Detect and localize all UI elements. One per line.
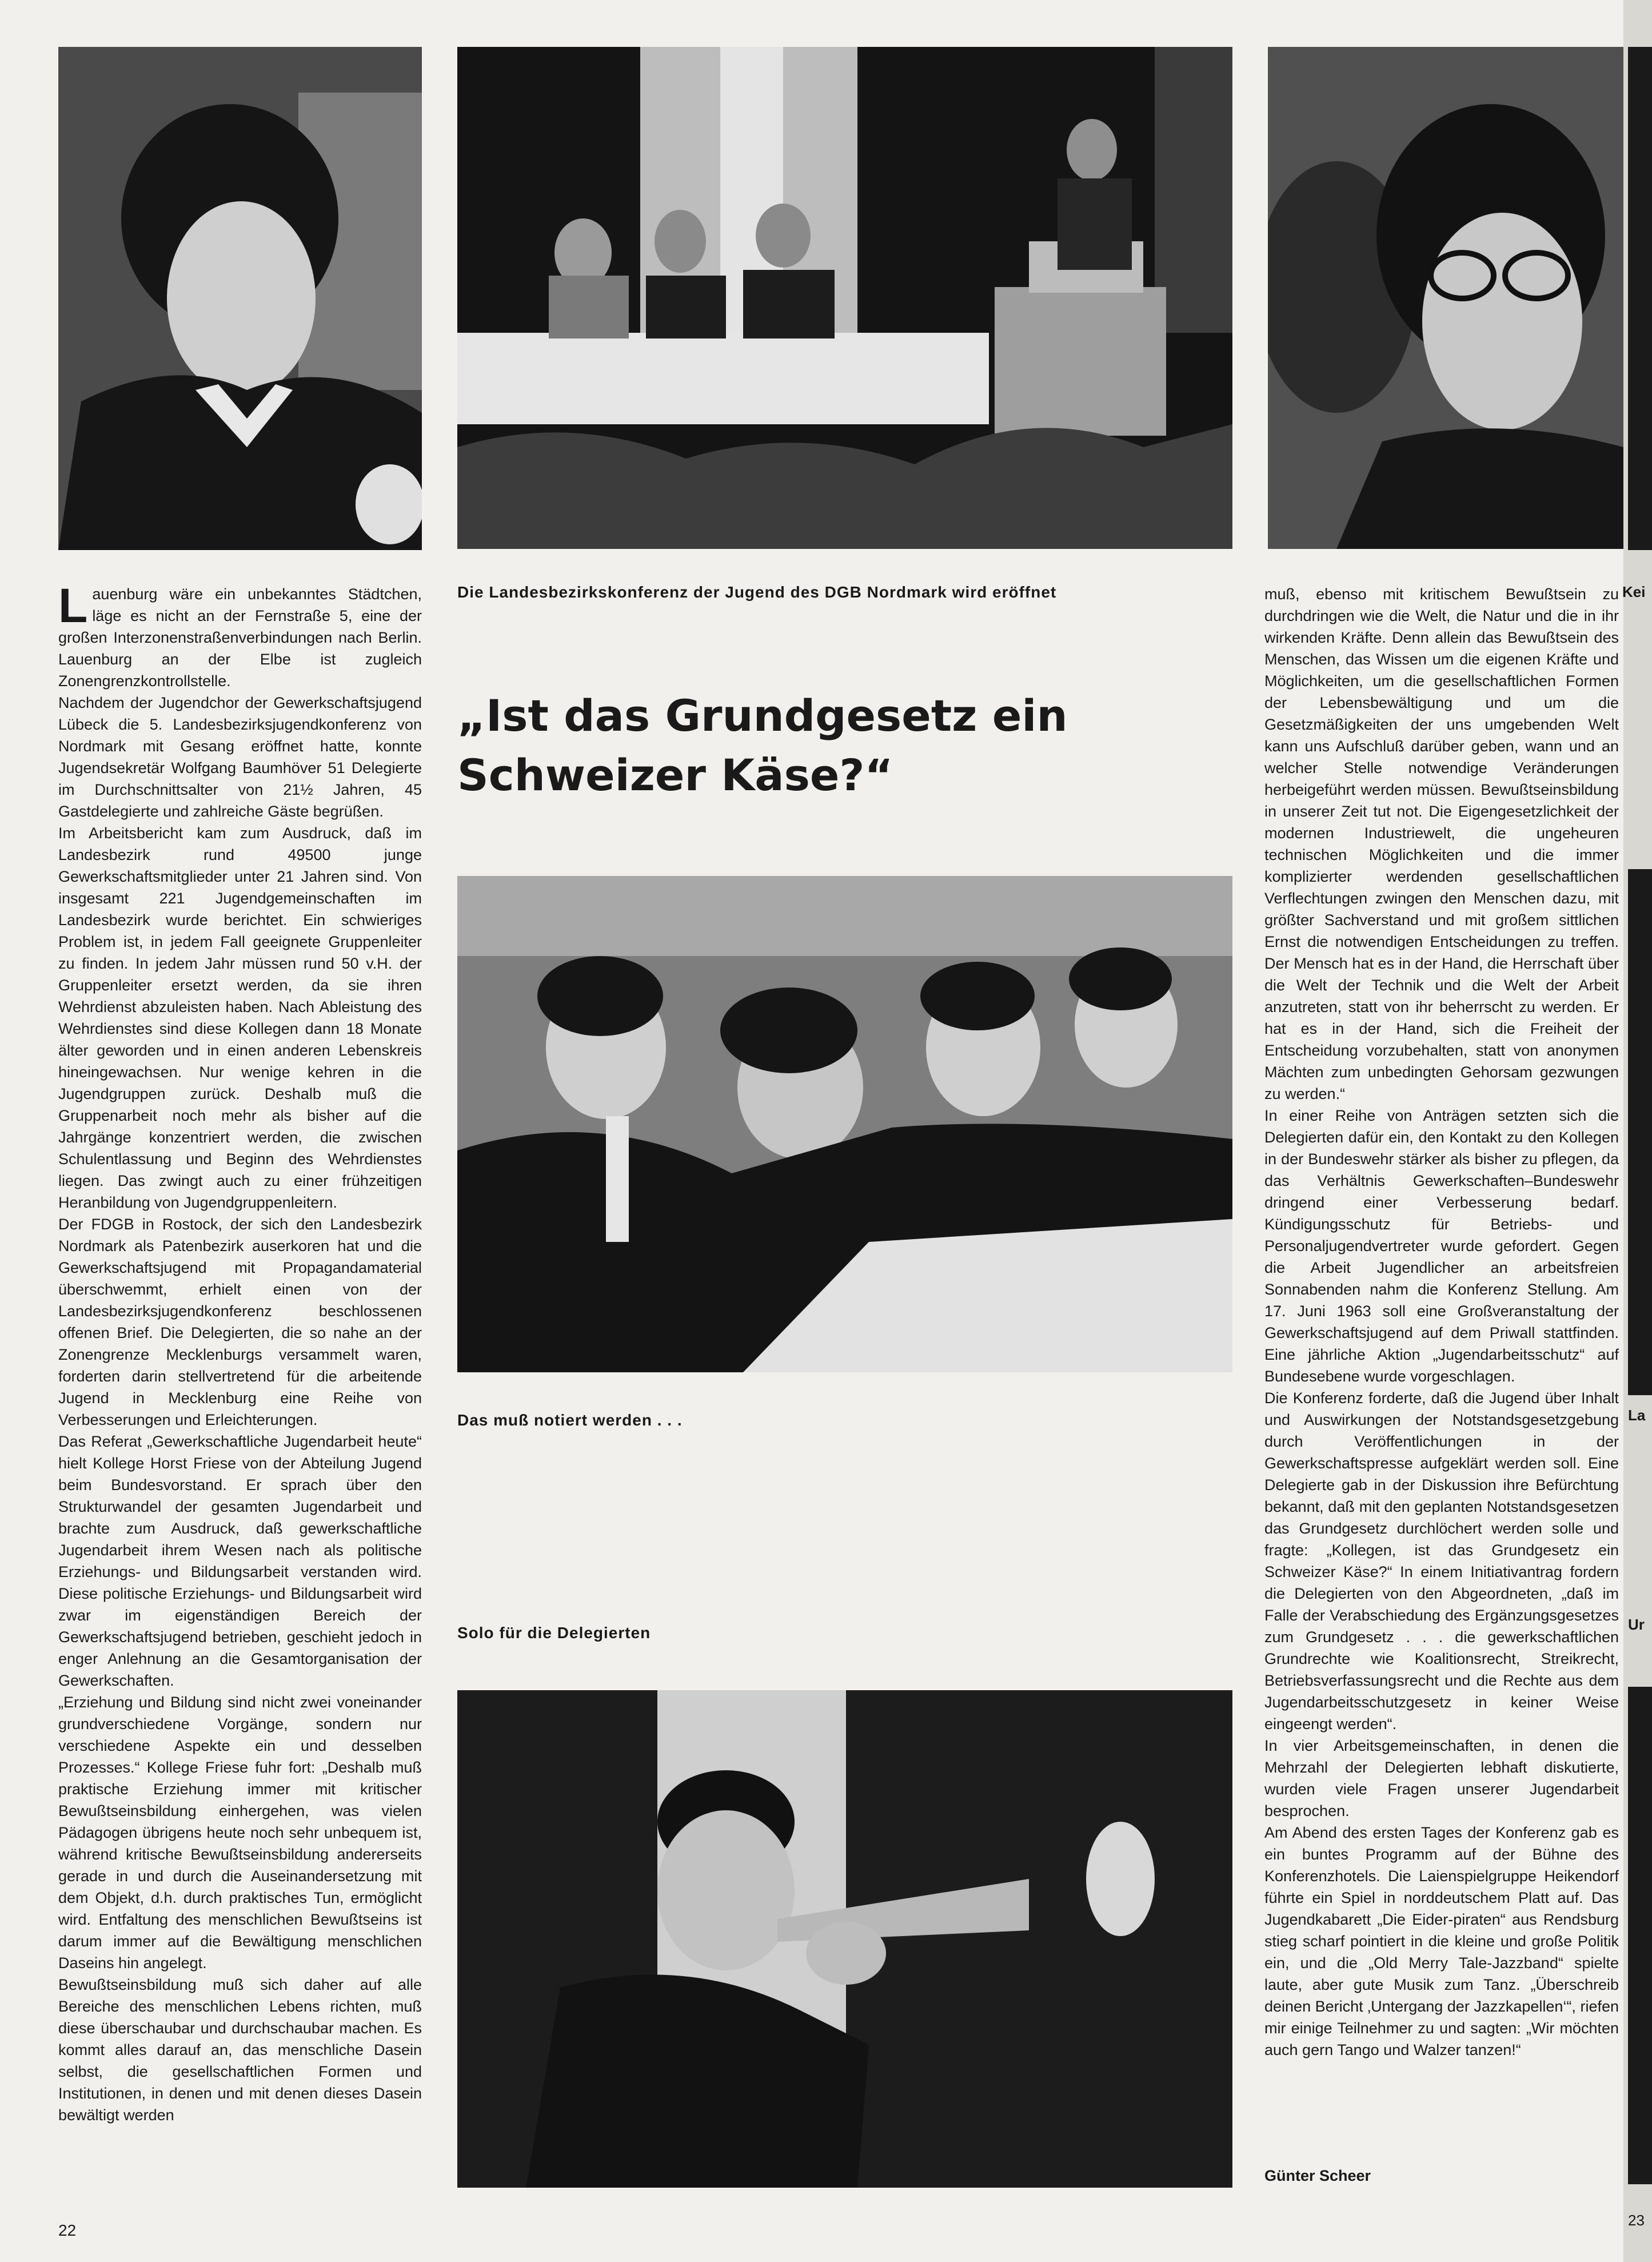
headline [457,686,1189,805]
paragraph: Bewußtseinsbildung muß sich daher auf alle Bereiche des menschlichen Lebens richten, muß diese überschaubar und durchschaubar machen. Es kommt alles darauf an, das menschliche Dasein selbst, die gesellschaftlichen Formen und Institutionen, in denen und mit denen dieses Dasein bewältigt werden [58,1976,422,2124]
paragraph: muß, ebenso mit kritischem Bewußtsein zu durchdringen wie die Welt, die Natur und die in ihr wirkenden Kräfte. Denn allein das Bewußtsein des Menschen, das Wissen um die eigenen Kräfte und Möglichkeiten, um die gesellschaftlichen Formen der Lebensbewältigung und um die Gesetzmäßigkeiten der uns umgebenden Welt kann uns Aufschluß darüber geben, wann und an welcher Stelle notwendige Veränderungen herbeigeführt werden müssen. Bewußtseinsbildung in unserer Zeit tut not. Die Eigengesetzlichkeit der modernen Industriewelt, die ungeheuren technischen Möglichkeiten und die immer komplizierter werdenden gesellschaftlichen Verflechtungen zwingen den Menschen dazu, mit größter Sachverstand und mit großem sittlichen Ernst die notwendigen Entscheidungen zu treffen. Der Mensch hat es in der Hand, die Herrschaft über die Welt der Technik und die Welt der Arbeit anzutreten, statt von ihr beherrscht zu werden. Er hat es in der Hand, sich die Freiheit der Entscheidung vorzubehalten, statt von anonymen Mächten zum unbedingten Gehorsam gezwungen zu werden.“ [1264,586,1619,1102]
caption-solo: Solo für die Delegierten [457,1624,651,1642]
photo-conference-stage [457,47,1232,549]
edge-fragment: Ur [1628,1616,1645,1633]
edge-dark-bar [1628,869,1652,1395]
paragraph: In vier Arbeitsgemeinschaften, in denen die Mehrzahl der Delegierten lebhaft diskutierte, wurden viele Fragen unserer Jugendarbeit besprochen. [1264,1737,1619,1819]
article-column-3 [1264,583,1619,2150]
author-signature: Günter Scheer [1264,2167,1371,2184]
photo-trumpet-player [457,1690,1232,2188]
paragraph: Der FDGB in Rostock, der sich den Landesbezirk Nordmark als Patenbezirk auserkoren hat und die Gewerkschaftsjugend mit Propagandamaterial überschwemmt, erhielt einen von der Landesbezirksjugendkonferenz beschlossenen offenen Brief. Die Delegierten, die so nahe an der Zonengrenze Mecklenburgs versammelt waren, forderten darin stellvertretend für die arbeitende Jugend in Mecklenburg eine Reihe von Verbesserungen und Erleichterungen. [58,1216,422,1428]
edge-fragment: La [1628,1407,1646,1424]
drop-cap: L [58,583,88,632]
caption-conference: Die Landesbezirkskonferenz der Jugend des DGB Nordmark wird eröffnet [457,583,1057,601]
edge-fragment: Kei [1622,583,1646,600]
edge-fragment: 23 [1628,2212,1645,2229]
paragraph: Lauenburg wäre ein unbekanntes Städtchen, läge es nicht an der Fernstraße 5, eine der großen Interzonenstraßenverbindungen nach Berlin. Lauenburg an der Elbe ist zugleich Zonengrenzkontrollstelle. [58,583,422,690]
caption-notes: Das muß notiert werden . . . [457,1411,683,1429]
headline-line-1: „Ist das Grundgesetz ein [457,690,1068,741]
edge-dark-bar [1628,1687,1652,2184]
photo-delegates-writing [457,876,1232,1372]
paragraph: Nachdem der Jugendchor der Gewerkschaftsjugend Lübeck die 5. Landesbezirksjugendkonferenz von Nordmark mit Gesang eröffnet hatte, konnte Jugendsekretär Wolfgang Baumhöver 51 Delegierte im Durchschnittsalter von 21½ Jahren, 45 Gastdelegierte und zahlreiche Gäste begrüßen. [58,694,422,820]
article-column-1 [58,583,422,2196]
paragraph: „Erziehung und Bildung sind nicht zwei voneinander grundverschiedene Vorgänge, sondern nur verschiedene Aspekte ein und desselben Prozesses.“ Kollege Friese fuhr fort: „Deshalb muß praktische Erziehung immer mit kritischer Bewußtseinsbildung einhergehen, was vielen Pädagogen übrigens heute noch sehr unbequem ist, während kritische Bewußtseinsbildung andererseits gerade in und durch die Auseinandersetzung mit dem Objekt, d.h. durch praktisches Tun, ermöglicht wird. Entfaltung des menschlichen Bewußtseins ist darum immer auf die Bewältigung menschlichen Daseins hin angelegt. [58,1694,422,1972]
photo-woman-glasses-right [1268,47,1623,549]
page-number: 22 [58,2221,77,2239]
headline-line-2: Schweizer Käse?“ [457,750,893,801]
paragraph: Im Arbeitsbericht kam zum Ausdruck, daß im Landesbezirk rund 49500 junge Gewerkschaftsmitglieder unter 21 Jahren sind. Von insgesamt 221 Jugendgemeinschaften im Landesbezirk wurde berichtet. Ein schwieriges Problem ist, in jedem Fall geeignete Gruppenleiter zu finden. In jedem Jahr müssen rund 50 v.H. der Gruppenleiter ersetzt werden, da sie ihren Wehrdienst abzuleisten haben. Nach Ableistung des Wehrdienstes sind diese Kollegen dann 18 Monate älter geworden und in einen anderen Lebenskreis hineingewachsen. Nur wenige kehren in die Jugendgruppen zurück. Deshalb muß die Gruppenarbeit noch mehr als bisher auf die Jahrgänge konzentriert werden, die zwischen Schulentlassung und Beginn des Wehrdienstes liegen. Das zwingt auch zu einer frühzeitigen Heranbildung von Jugendgruppenleitern. [58,825,422,1211]
photo-young-woman-left [58,47,422,550]
paragraph: In einer Reihe von Anträgen setzten sich die Delegierten dafür ein, den Kontakt zu den Kollegen in der Bundeswehr stärker als bisher zu pflegen, da das Verhältnis Gewerkschaften–Bundeswehr dringend einer Verbesserung bedarf. Kündigungsschutz für Betriebs- und Personaljugendvertreter wurde gefordert. Gegen die Arbeit Jugendlicher an arbeitsfreien Sonnabenden nahm die Konferenz Stellung. Am 17. Juni 1963 soll eine Großveranstaltung der Gewerkschaftsjugend auf dem Priwall stattfinden. Eine jährliche Aktion „Jugendarbeitsschutz“ auf Bundesebene wurde vorgeschlagen. [1264,1107,1619,1385]
paragraph: Das Referat „Gewerkschaftliche Jugendarbeit heute“ hielt Kollege Horst Friese von der Abteilung Jugend beim Bundesvorstand. Er sprach über den Strukturwandel der gesamten Jugendarbeit und brachte zum Ausdruck, daß gewerkschaftliche Jugendarbeit ihrem Wesen nach als politische Erziehungs- und Bildungsarbeit verstanden wird. Diese politische Erziehungs- und Bildungsarbeit wird zwar im eigenständigen Bereich der Gewerkschaftsjugend betrieben, geschieht jedoch in enger Anlehnung an die Gesamtorganisation der Gewerkschaften. [58,1433,422,1689]
paragraph: Am Abend des ersten Tages der Konferenz gab es ein buntes Programm auf der Bühne des Konferenzhotels. Die Laienspielgruppe Heikendorf führte ein Spiel in norddeutschem Platt auf. Das Jugendkabarett „Die Eider-piraten“ aus Rendsburg stieg scharf pointiert in die kleine und große Politik ein, und die „Old Merry Tale-Jazzband“ spielte laute, aber gute Musik zum Tanz. „Überschreib deinen Bericht ‚Untergang der Jazzkapellen‘“, riefen mir einige Teilnehmer zu und sagten: „Wir möchten auch gern Tango und Walzer tanzen!“ [1264,1824,1619,2058]
paragraph: Die Konferenz forderte, daß die Jugend über Inhalt und Auswirkungen der Notstandsgesetzgebung durch Veröffentlichungen in der Gewerkschaftspresse aufgeklärt werden soll. Eine Delegierte gab in der Diskussion ihre Befürchtung bekannt, daß mit den geplanten Notstandsgesetzen das Grundgesetz durchlöchert werden solle und fragte: „Kollegen, ist das Grundgesetz ein Schweizer Käse?“ In einem Initiativantrag fordern die Delegierten von den Abgeordneten, „daß im Falle der Verabschiedung des Ergänzungsgesetzes zum Grundgesetz . . . die gewerkschaftlichen Grundrechte wie Koalitionsrecht, Streikrecht, Betriebsverfassungsrecht und die Rechte aus dem Jugendarbeitsschutzgesetz in keiner Weise eingeengt werden“. [1264,1389,1619,1733]
edge-dark-bar [1628,47,1652,550]
